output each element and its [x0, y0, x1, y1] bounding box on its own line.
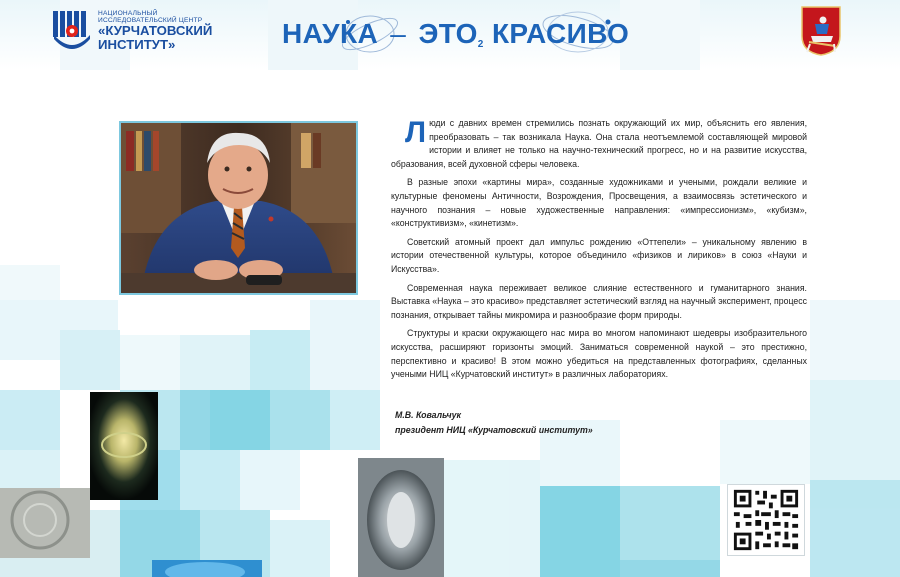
paragraph-1-text: юди с давних времен стремились познать окружающий их мир, объяснить его явления, преобразовать – так возникала Наука. Она стала неотъемлемой составляющей мировой истории и влияет не только на научно-технический прогресс, но и на развитие искусства, образования, всей духовной сферы человека.: [391, 118, 807, 169]
kurchatov-institute-logo-icon: [52, 9, 92, 53]
kurchatov-logo[interactable]: [52, 6, 242, 56]
paragraph-4: Современная наука переживает великое слияние естественного и гуманитарного знания. Выставка «Наука – это красиво» представляет эстетический взгляд на научный эксперимент, процесс познания, открывает тайны микромира и разнообразие форм природы.: [391, 282, 807, 320]
moscow-coat-of-arms-icon: [801, 6, 841, 56]
title-part-2: ЭТО: [418, 18, 478, 49]
portrait-photo: [119, 121, 358, 295]
signature-name: М.В. Ковальчук: [395, 410, 461, 420]
exhibition-title: [278, 8, 638, 58]
paragraph-2: В разные эпохи «картины мира», созданные художниками и учеными, рождали великие и культурные феномены Античности, Возрождения, Просвещения, а взаимосвязь эстетического и научного познания – новые художественные направления: «импрессионизм», «кубизм», «конструктивизм», «кинетизм».: [391, 177, 807, 229]
signature-position: президент НИЦ «Курчатовский институт»: [395, 425, 593, 435]
logo-line-2: ИССЛЕДОВАТЕЛЬСКИЙ ЦЕНТР: [98, 17, 203, 24]
logo-line-1: НАЦИОНАЛЬНЫЙ: [98, 9, 158, 17]
qr-code-icon[interactable]: [727, 484, 805, 556]
title-text: [282, 18, 629, 50]
article-text: [391, 117, 807, 387]
drop-cap: Л: [405, 116, 427, 149]
portrait-illustration: [121, 123, 356, 293]
title-dash: –: [390, 18, 407, 49]
signature: [395, 408, 593, 438]
title-subscript: 2: [477, 39, 484, 50]
title-part-1: НАУКА: [282, 18, 379, 49]
paragraph-1: [391, 117, 807, 171]
title-part-3: КРАСИВО: [491, 18, 630, 49]
logo-line-3: «КУРЧАТОВСКИЙ: [98, 23, 213, 39]
paragraph-3: Советский атомный проект дал импульс рождению «Оттепели» – уникальному явлению в истории отечественной культуры, которое объединило «физиков и лириков» в союз «Науки и Искусства».: [391, 236, 807, 274]
paragraph-5: Структуры и краски окружающего нас мира во многом напоминают шедевры изобразительного искусства, расширяют горизонты эмоций. Заниматься современной наукой – это престижно, перспективно и красиво! В этом можно убедиться на представленных фотографиях, сделанных учеными НИЦ «Курчатовский институт» в различных лабораториях.: [391, 328, 807, 380]
logo-text: [98, 10, 212, 53]
logo-line-4: ИНСТИТУТ»: [98, 37, 176, 53]
